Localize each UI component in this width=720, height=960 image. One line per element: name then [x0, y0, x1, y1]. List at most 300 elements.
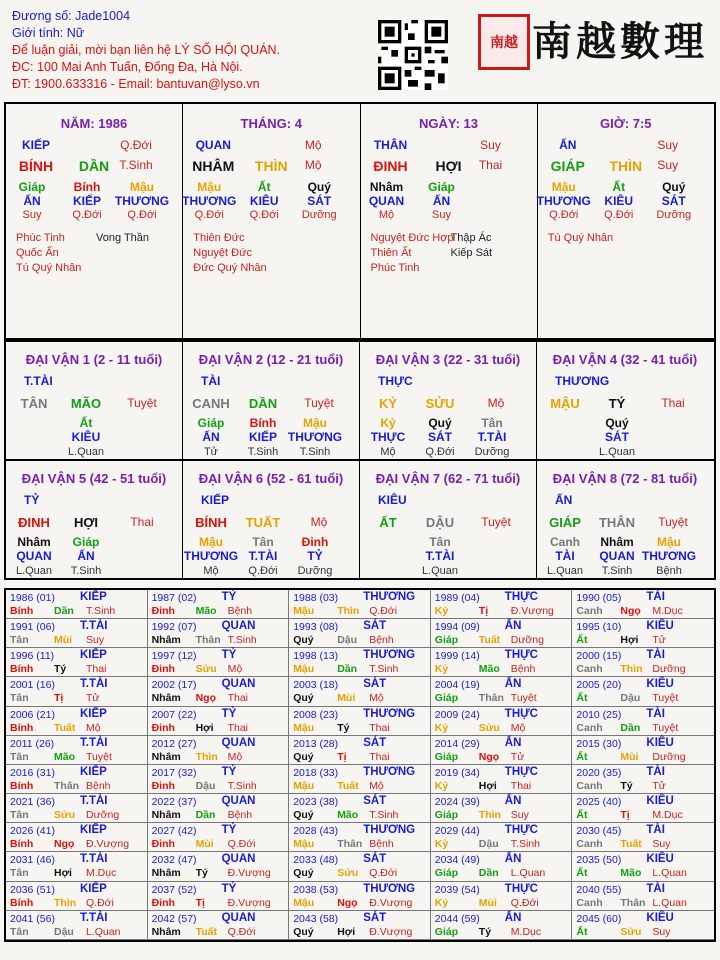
ten-god-star: THỰC — [504, 707, 538, 720]
life-phase: M.Dục — [652, 605, 683, 617]
ten-god-star: THƯƠNG — [555, 374, 610, 388]
dai-van-cell — [537, 459, 714, 578]
year-label: 1997 (12) — [151, 650, 197, 663]
heavenly-stem: Tân — [10, 692, 29, 705]
heavenly-stem: Bính — [10, 721, 34, 734]
year-cell[interactable] — [289, 765, 431, 794]
heavenly-stem: TÂN — [20, 396, 48, 411]
earthly-branch: THÌN — [609, 158, 643, 174]
year-cell[interactable] — [289, 648, 431, 677]
year-label: 2039 (54) — [434, 883, 480, 896]
phone-email[interactable]: ĐT: 1900.633316 - Email: bantuvan@lyso.vn — [12, 77, 260, 91]
ten-god-star: ẤN — [504, 620, 522, 633]
earthly-branch: Sửu — [54, 809, 76, 822]
life-phase: T.Sinh — [247, 446, 279, 458]
life-phase: Bệnh — [369, 634, 394, 647]
dai-van-cell — [6, 459, 183, 578]
year-label: 1989 (04) — [434, 592, 480, 604]
life-phase: Đ.Vượng — [369, 925, 413, 938]
year-label: 2009 (24) — [434, 708, 480, 721]
ten-god-star: TÀI — [646, 882, 665, 895]
heavenly-stem: NHÂM — [192, 158, 235, 174]
dai-van-title: ĐẠI VẬN 3 (22 - 31 tuổi) — [375, 352, 521, 367]
heavenly-stem: Giáp — [434, 809, 459, 822]
qr-code-icon[interactable] — [378, 20, 448, 90]
heavenly-stem: Nhâm — [151, 809, 181, 822]
hidden-star: THƯƠNG — [182, 194, 237, 208]
year-cell[interactable] — [289, 619, 431, 648]
earthly-branch: Dần — [337, 663, 358, 676]
year-cell[interactable] — [431, 765, 573, 794]
year-cell[interactable] — [289, 823, 431, 852]
earthly-branch: Tuất — [620, 838, 642, 851]
year-label: 2007 (22) — [151, 708, 197, 721]
year-cell[interactable] — [148, 794, 290, 823]
life-phase: Mộ — [378, 209, 395, 221]
dai-van-cell — [183, 459, 360, 578]
year-cell[interactable] — [289, 590, 431, 619]
ten-god-star: THƯƠNG — [363, 591, 416, 603]
life-phase: T.Sinh — [369, 809, 399, 822]
year-cell[interactable] — [6, 794, 148, 823]
contact-note: Để luận giải, mời bạn liên hệ LÝ SỐ HỘI QUÁN. — [12, 43, 281, 57]
year-cell[interactable] — [431, 648, 573, 677]
pillar — [6, 104, 183, 338]
ten-god-star: KIÊU — [646, 736, 674, 749]
year-cell[interactable] — [148, 852, 290, 881]
earthly-branch: Mùi — [337, 692, 356, 705]
year-label: 2035 (50) — [576, 854, 622, 867]
life-phase: Q.Đới — [248, 565, 278, 577]
earthly-branch: Tý — [195, 867, 208, 880]
year-cell[interactable] — [289, 736, 431, 765]
hidden-star: KIẾP — [72, 194, 102, 208]
hidden-star: THƯƠNG — [641, 549, 697, 563]
life-phase: Dưỡng — [86, 809, 120, 822]
year-cell[interactable] — [148, 677, 290, 706]
pillar-title: NGÀY: 13 — [419, 116, 478, 131]
year-label: 1995 (10) — [576, 621, 622, 634]
year-cell[interactable] — [148, 648, 290, 677]
hidden-star: THƯƠNG — [183, 549, 239, 563]
year-cell[interactable] — [431, 707, 573, 736]
life-phase: L.Quan — [652, 867, 687, 880]
year-cell[interactable] — [431, 619, 573, 648]
earthly-branch: Hợi — [478, 779, 497, 792]
hidden-star: SÁT — [307, 194, 332, 208]
heavenly-stem: Quý — [293, 634, 314, 647]
earthly-branch: Thìn — [195, 750, 218, 763]
year-cell[interactable] — [148, 590, 290, 619]
hidden-star: SÁT — [605, 430, 629, 444]
hidden-stem: Canh — [550, 535, 580, 549]
hidden-star: TỶ — [307, 549, 323, 563]
life-phase: Q.Đới — [127, 209, 157, 221]
life-phase: L.Quan — [598, 446, 636, 458]
life-phase: Q.Đới — [604, 209, 634, 221]
year-cell[interactable] — [572, 590, 714, 619]
heavenly-stem: Kỷ — [434, 663, 449, 676]
heavenly-stem: Tân — [10, 634, 29, 647]
ten-god-star: TỶ — [221, 824, 237, 837]
earthly-branch: Sửu — [620, 925, 642, 938]
year-cell[interactable] — [6, 852, 148, 881]
heavenly-stem: Quý — [293, 925, 314, 938]
dai-van-cell — [360, 459, 537, 578]
heavenly-stem: Đinh — [151, 663, 175, 676]
hidden-star: THƯƠNG — [536, 194, 591, 208]
year-cell[interactable] — [572, 736, 714, 765]
year-cell[interactable] — [6, 619, 148, 648]
year-cell[interactable] — [431, 794, 573, 823]
year-cell[interactable] — [289, 852, 431, 881]
year-label: 2004 (19) — [434, 679, 480, 692]
hidden-stem: Giáp — [428, 180, 455, 194]
shensha-good: Nguyệt Đức — [193, 247, 252, 259]
life-phase: Mộ — [369, 779, 384, 792]
year-cell[interactable] — [148, 619, 290, 648]
shensha-good: Phúc Tinh — [16, 232, 65, 244]
year-label: 2005 (20) — [576, 679, 622, 692]
ten-god-star: TỶ — [24, 493, 40, 507]
earthly-branch: Dậu — [195, 779, 216, 792]
year-cell[interactable] — [289, 707, 431, 736]
life-phase: Suy — [657, 158, 679, 172]
dai-van-title: ĐẠI VẬN 8 (72 - 81 tuổi) — [552, 471, 698, 486]
ten-god-star: KIẾP — [80, 765, 107, 778]
year-label: 1990 (05) — [576, 592, 622, 604]
year-cell[interactable] — [431, 911, 573, 940]
year-cell[interactable] — [431, 882, 573, 911]
ten-god-star: QUAN — [221, 678, 256, 691]
heavenly-stem: Tân — [10, 925, 29, 938]
heavenly-stem: Nhâm — [151, 750, 181, 763]
year-label: 2037 (52) — [151, 883, 197, 896]
ten-god-star: TÀI — [646, 591, 665, 603]
shensha-bad: Vong Thần — [96, 232, 150, 244]
ten-god-star: ẤN — [555, 493, 573, 507]
heavenly-stem: GIÁP — [549, 515, 581, 530]
year-cell[interactable] — [431, 852, 573, 881]
life-phase: L.Quan — [421, 565, 459, 577]
hidden-star: ẤN — [202, 430, 220, 444]
year-cell[interactable] — [6, 765, 148, 794]
hidden-stem: Tân — [481, 416, 503, 430]
earthly-branch: Mão — [337, 809, 359, 822]
hidden-star: THƯƠNG — [287, 430, 343, 444]
earthly-branch: DẦN — [78, 158, 110, 174]
life-phase: T.Sinh — [119, 158, 153, 172]
earthly-branch: Tị — [620, 809, 630, 822]
year-label: 2019 (34) — [434, 766, 480, 779]
year-label: 2032 (47) — [151, 854, 197, 867]
earthly-branch: Tị — [54, 692, 64, 705]
ten-god-star: THÂN — [373, 138, 408, 152]
earthly-branch: Tuất — [195, 925, 217, 938]
year-cell[interactable] — [6, 590, 148, 619]
year-cell[interactable] — [148, 823, 290, 852]
heavenly-stem: Nhâm — [151, 925, 181, 938]
shensha-good: Tú Quý Nhân — [547, 232, 614, 244]
earthly-branch: Tuất — [54, 721, 76, 734]
year-cell[interactable] — [6, 677, 148, 706]
heavenly-stem: Ất — [576, 809, 588, 822]
year-label: 2031 (46) — [10, 854, 55, 867]
hidden-star: THỰC — [370, 430, 406, 444]
hidden-stem: Nhâm — [369, 180, 404, 194]
ten-god-star: KIÊU — [646, 678, 674, 691]
heavenly-stem: Đinh — [151, 605, 175, 617]
life-phase: M.Dục — [652, 809, 683, 822]
year-cell[interactable] — [572, 765, 714, 794]
life-phase: L.Quan — [15, 565, 53, 577]
hidden-star: KIẾP — [248, 430, 278, 444]
earthly-branch: Ngọ — [195, 692, 217, 705]
life-phase: Mộ — [227, 750, 243, 763]
year-cell[interactable] — [572, 911, 714, 940]
life-phase: Đ.Vượng — [227, 867, 271, 880]
ten-god-star: THƯƠNG — [363, 824, 416, 837]
heavenly-stem: Quý — [293, 867, 314, 880]
year-label: 2026 (41) — [10, 825, 55, 838]
earthly-branch: Ngọ — [337, 896, 358, 909]
year-label: 2020 (35) — [576, 766, 622, 779]
life-phase: T.Sinh — [227, 634, 257, 647]
year-cell[interactable] — [6, 736, 148, 765]
year-label: 2024 (39) — [434, 796, 480, 809]
life-phase: Mộ — [203, 565, 219, 577]
life-phase: Tử — [203, 446, 219, 458]
ten-god-star: T.TÀI — [80, 853, 108, 866]
ten-god-star: T.TÀI — [80, 678, 108, 691]
year-cell[interactable] — [148, 882, 290, 911]
ten-god-star: TÀI — [646, 649, 665, 662]
pillar — [538, 104, 714, 338]
year-label: 2011 (26) — [10, 737, 55, 750]
year-cell[interactable] — [6, 882, 148, 911]
year-cell[interactable] — [6, 911, 148, 940]
heavenly-stem: Mậu — [293, 605, 315, 617]
life-phase: Tuyệt — [510, 692, 537, 705]
year-cell[interactable] — [572, 648, 714, 677]
year-label: 2034 (49) — [434, 854, 480, 867]
year-cell[interactable] — [431, 736, 573, 765]
year-cell[interactable] — [572, 677, 714, 706]
logo: 南越數理 — [532, 18, 708, 65]
year-cell[interactable] — [6, 823, 148, 852]
earthly-branch: Mão — [54, 750, 75, 763]
year-label: 1991 (06) — [10, 621, 55, 634]
ten-god-star: T.TÀI — [80, 795, 108, 808]
ten-god-star: KIÊU — [378, 493, 407, 507]
heavenly-stem: Giáp — [434, 692, 459, 705]
ten-god-star: TÀI — [646, 707, 665, 720]
earthly-branch: Tý — [478, 925, 492, 938]
life-phase: Dưỡng — [652, 663, 686, 676]
hidden-star: QUAN — [16, 549, 52, 563]
year-cell[interactable] — [148, 707, 290, 736]
dai-van-cell — [360, 340, 537, 459]
year-cell[interactable] — [289, 882, 431, 911]
life-phase: Mộ — [380, 446, 396, 458]
year-cell[interactable] — [431, 823, 573, 852]
life-phase: Suy — [652, 925, 671, 938]
life-phase: Mộ — [227, 663, 243, 676]
ten-god-star: KIÊU — [646, 795, 674, 808]
heavenly-stem: Canh — [576, 838, 603, 851]
pillar-title: GIỜ: 7:5 — [599, 116, 652, 131]
earthly-branch: Tị — [195, 896, 205, 909]
life-phase: Tuyệt — [86, 750, 112, 763]
life-phase: Thai — [130, 515, 154, 529]
year-cell[interactable] — [289, 911, 431, 940]
year-cell[interactable] — [6, 648, 148, 677]
year-cell[interactable] — [148, 911, 290, 940]
hidden-star: ẤN — [23, 194, 41, 208]
ten-god-star: KIẾP — [80, 707, 107, 720]
earthly-branch: Mão — [195, 605, 217, 617]
life-phase: Suy — [22, 209, 42, 221]
year-label: 1994 (09) — [434, 621, 480, 634]
hidden-star: QUAN — [599, 549, 635, 563]
earthly-branch: Tị — [337, 750, 347, 763]
heavenly-stem: Kỷ — [434, 896, 449, 909]
year-label: 2036 (51) — [10, 883, 55, 896]
life-phase: Tử — [510, 750, 525, 763]
heavenly-stem: Tân — [10, 867, 29, 880]
life-phase: Mộ — [304, 158, 322, 172]
earthly-branch: Sửu — [478, 721, 500, 734]
heavenly-stem: Đinh — [151, 779, 175, 792]
ten-god-star: T.TÀI — [80, 911, 108, 924]
heavenly-stem: Kỷ — [434, 838, 449, 851]
year-cell[interactable] — [148, 765, 290, 794]
address: ĐC: 100 Mai Anh Tuấn, Đống Đa, Hà Nội. — [12, 60, 243, 74]
ten-god-star: QUAN — [221, 853, 256, 866]
shensha-good: Đức Quý Nhân — [193, 262, 267, 274]
life-phase: Tuyệt — [127, 396, 157, 410]
heavenly-stem: Đinh — [151, 721, 175, 734]
year-label: 2021 (36) — [10, 796, 55, 809]
hidden-star: T.TÀI — [477, 430, 507, 444]
hidden-stem: Nhâm — [600, 535, 634, 549]
ten-god-star: KIẾP — [201, 493, 230, 507]
year-cell[interactable] — [572, 882, 714, 911]
year-label: 2003 (18) — [293, 679, 339, 692]
year-label: 1993 (08) — [293, 621, 339, 634]
ten-god-star: THỰC — [504, 649, 538, 662]
year-cell[interactable] — [572, 852, 714, 881]
ten-god-star: QUAN — [195, 138, 231, 152]
shensha-bad: Thập Ác — [450, 232, 492, 244]
pillar-title: THÁNG: 4 — [240, 116, 302, 131]
year-cell[interactable] — [572, 794, 714, 823]
owner-name: Đương số: Jade1004 — [12, 9, 131, 23]
heavenly-stem: Giáp — [434, 925, 459, 938]
ten-god-star: KIÊU — [646, 620, 674, 633]
life-phase: Thai — [369, 721, 390, 734]
year-cell[interactable] — [289, 794, 431, 823]
heavenly-stem: Mậu — [293, 896, 315, 909]
earthly-branch: Tý — [337, 721, 350, 734]
year-label: 2018 (33) — [293, 766, 339, 779]
year-cell[interactable] — [289, 677, 431, 706]
life-phase: Q.Đới — [249, 209, 279, 221]
hidden-stem: Quý — [428, 416, 452, 430]
dai-van-title: ĐẠI VẬN 2 (12 - 21 tuổi) — [198, 352, 344, 367]
heavenly-stem: Đinh — [151, 896, 175, 909]
annual-luck-table — [4, 588, 716, 942]
ten-god-star: QUAN — [221, 736, 256, 749]
life-phase: Mộ — [304, 138, 322, 152]
year-cell[interactable] — [431, 590, 573, 619]
heavenly-stem: Quý — [293, 692, 314, 705]
heavenly-stem: MẬU — [550, 396, 580, 411]
heavenly-stem: Quý — [293, 750, 314, 763]
heavenly-stem: Kỷ — [434, 779, 449, 792]
year-label: 2002 (17) — [151, 679, 197, 692]
life-phase: Bệnh — [227, 605, 253, 617]
earthly-branch: Dậu — [337, 634, 358, 647]
earthly-branch: Mão — [478, 663, 500, 676]
year-cell[interactable] — [572, 619, 714, 648]
life-phase: Tuyệt — [304, 396, 334, 410]
earthly-branch: Sửu — [195, 663, 217, 676]
ten-god-star: THỰC — [504, 591, 538, 603]
ten-god-star: SÁT — [363, 678, 387, 691]
dai-van-title: ĐẠI VẬN 7 (62 - 71 tuổi) — [375, 471, 521, 486]
life-phase: T.Sinh — [299, 446, 331, 458]
year-cell[interactable] — [431, 677, 573, 706]
hidden-stem: Mậu — [197, 180, 222, 194]
earthly-branch: Mùi — [195, 838, 214, 851]
earthly-branch: Dần — [620, 721, 641, 734]
heavenly-stem: Bính — [10, 896, 34, 909]
ten-god-star: THƯƠNG — [363, 649, 416, 662]
life-phase: Đ.Vượng — [369, 896, 413, 909]
hidden-star: KIÊU — [71, 430, 101, 444]
dai-van-title: ĐẠI VẬN 5 (42 - 51 tuổi) — [21, 471, 167, 486]
life-phase: L.Quan — [67, 446, 105, 458]
hidden-stem: Quý — [662, 180, 686, 194]
life-phase: Suy — [510, 809, 529, 822]
life-phase: M.Dục — [510, 925, 542, 938]
earthly-branch: Dần — [54, 605, 74, 617]
year-cell[interactable] — [572, 707, 714, 736]
heavenly-stem: Ất — [576, 634, 588, 647]
life-phase: Mộ — [369, 692, 384, 705]
ten-god-star: THỰC — [504, 765, 538, 778]
earthly-branch: Tị — [478, 605, 489, 617]
year-label: 1992 (07) — [151, 621, 197, 634]
earthly-branch: THÌN — [254, 158, 288, 174]
year-label: 2043 (58) — [293, 912, 339, 925]
year-cell[interactable] — [572, 823, 714, 852]
ten-god-star: TÀI — [201, 374, 221, 388]
life-phase: Thai — [661, 396, 685, 410]
ten-god-star: KIẾP — [21, 138, 51, 152]
heavenly-stem: Ất — [576, 867, 588, 880]
life-phase: Đ.Vượng — [86, 838, 130, 851]
year-cell[interactable] — [6, 707, 148, 736]
life-phase: Suy — [86, 634, 105, 647]
life-phase: L.Quan — [652, 896, 687, 909]
dai-van-title: ĐẠI VẬN 1 (2 - 11 tuổi) — [25, 352, 163, 367]
life-phase: Q.Đới — [549, 209, 579, 221]
dai-van-title: ĐẠI VẬN 6 (52 - 61 tuổi) — [198, 471, 344, 486]
year-cell[interactable] — [148, 736, 290, 765]
ten-god-star: ẤN — [504, 678, 522, 691]
